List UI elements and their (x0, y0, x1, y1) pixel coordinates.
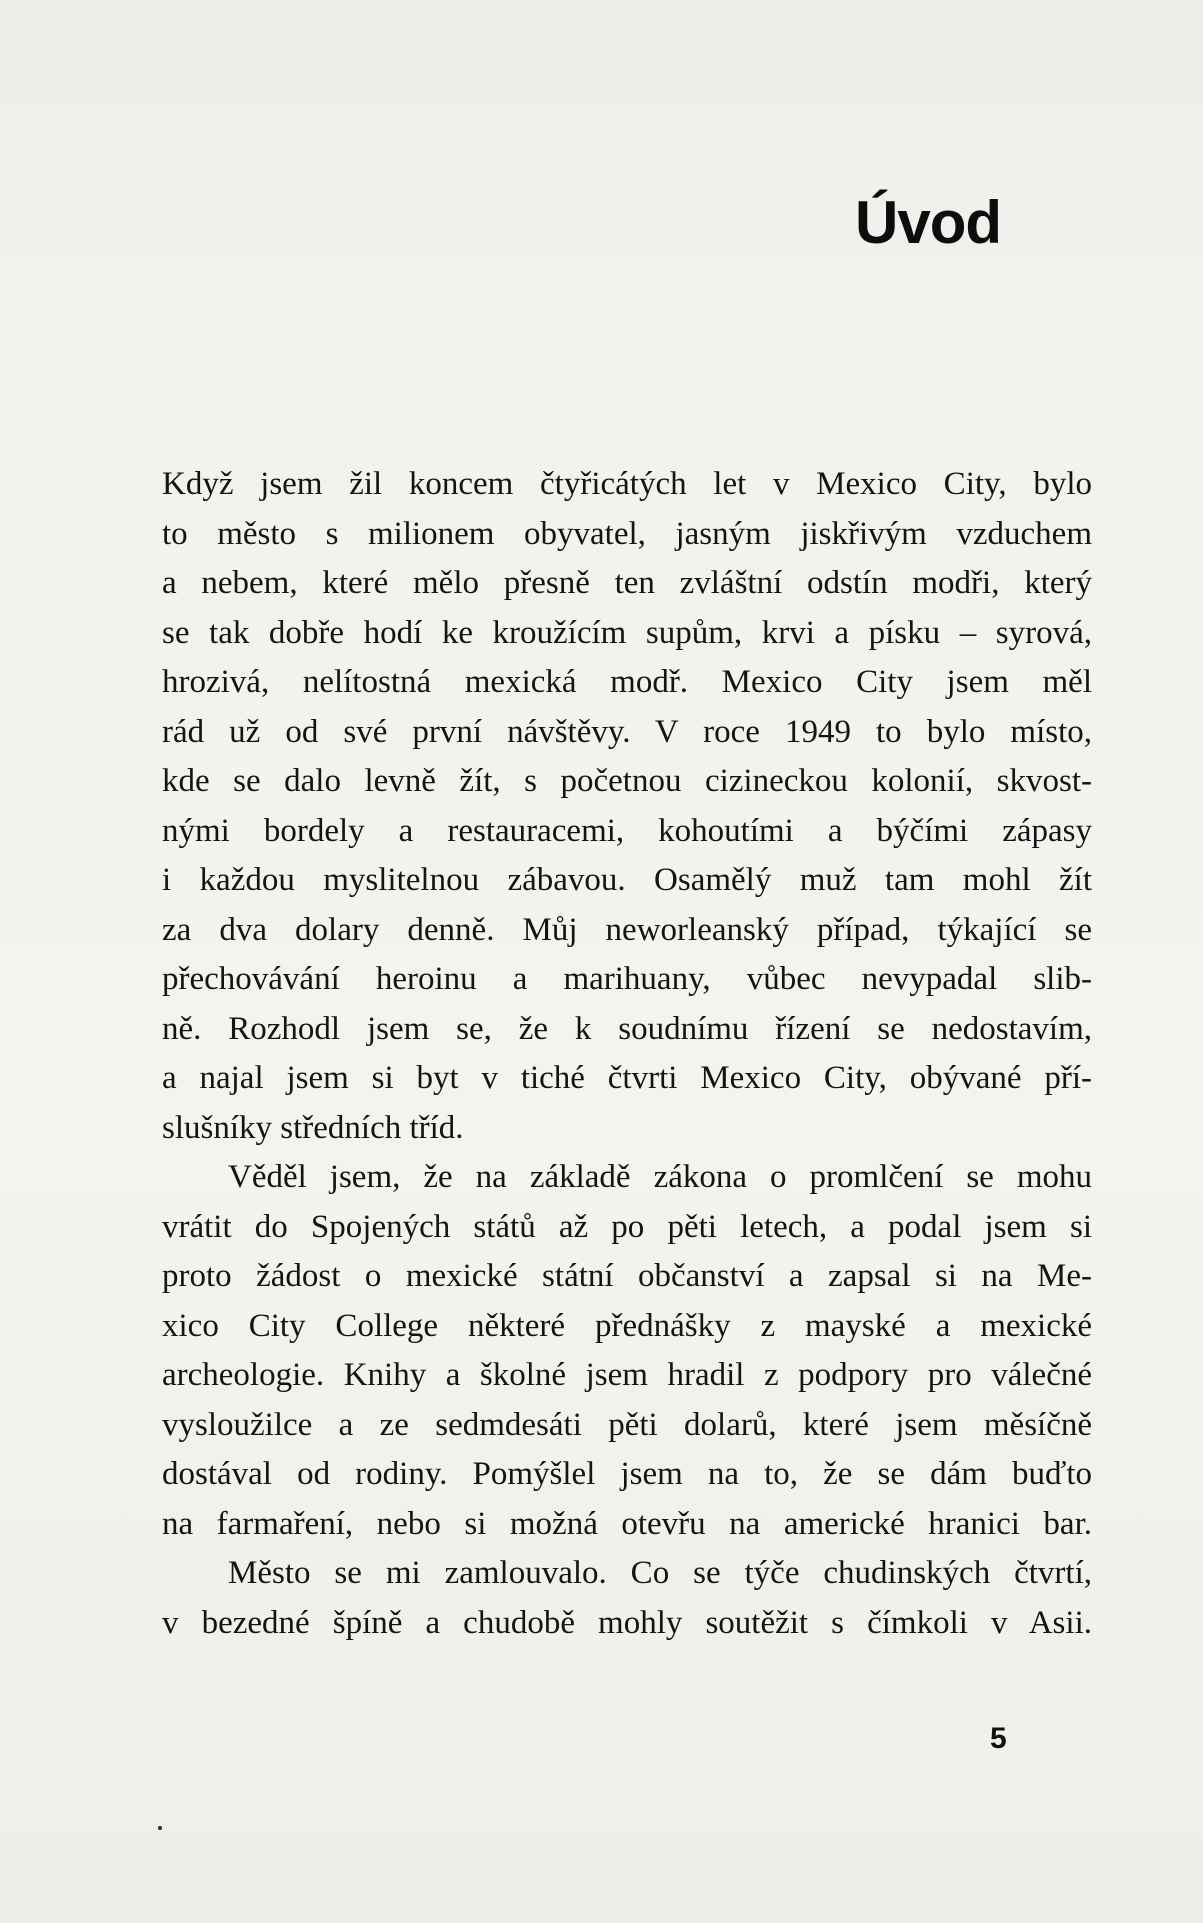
text-line: Věděl jsem, že na základě zákona o promlčení se mohu (228, 1159, 1092, 1195)
text-line: za dva dolary denně. Můj neworleanský případ, týkající se (162, 911, 1092, 948)
text-line: v bezedné špíně a chudobě mohly soutěžit s čímkoli v Asii. (162, 1604, 1092, 1641)
text-line: proto žádost o mexické státní občanství a zapsal si na Me- (162, 1258, 1092, 1294)
chapter-title: Úvod (855, 189, 1001, 256)
text-line: a najal jsem si byt v tiché čtvrti Mexico City, obývané pří- (162, 1060, 1092, 1096)
body-text (162, 460, 1092, 1648)
text-line: ně. Rozhodl jsem se, že k soudnímu řízení se nedostavím, (162, 1010, 1092, 1047)
page-number: 5 (990, 1722, 1007, 1755)
text-line: hrozivá, nelítostná mexická modř. Mexico City jsem měl (162, 664, 1092, 700)
text-line: dostával od rodiny. Pomýšlel jsem na to, že se dám buďto (162, 1456, 1092, 1492)
paper-speck (158, 1826, 162, 1830)
text-line: se tak dobře hodí ke kroužícím supům, krvi a písku – syrová, (162, 614, 1092, 651)
text-line: xico City College některé přednášky z mayské a mexické (162, 1307, 1092, 1344)
text-line: kde se dalo levně žít, s početnou cizineckou kolonií, skvost- (162, 763, 1092, 799)
text-line: přechovávání heroinu a marihuany, vůbec nevypadal slib- (162, 961, 1092, 997)
text-line: vrátit do Spojených států až po pěti letech, a podal jsem si (162, 1208, 1092, 1245)
text-line: slušníky středních tříd. (162, 1109, 464, 1146)
text-line: archeologie. Knihy a školné jsem hradil z podpory pro válečné (162, 1357, 1092, 1393)
text-line: to město s milionem obyvatel, jasným jiskřivým vzduchem (162, 515, 1092, 552)
text-line: rád už od své první návštěvy. V roce 1949 to bylo místo, (162, 713, 1092, 750)
text-line: Když jsem žil koncem čtyřicátých let v Mexico City, bylo (162, 466, 1092, 502)
text-line: a nebem, které mělo přesně ten zvláštní odstín modři, který (162, 565, 1092, 601)
text-line: Město se mi zamlouvalo. Co se týče chudinských čtvrtí, (228, 1555, 1092, 1591)
text-line: i každou myslitelnou zábavou. Osamělý muž tam mohl žít (162, 862, 1092, 898)
text-line: vysloužilce a ze sedmdesáti pěti dolarů, které jsem měsíčně (162, 1406, 1092, 1443)
text-line: na farmaření, nebo si možná otevřu na americké hranici bar. (162, 1505, 1092, 1542)
text-line: nými bordely a restauracemi, kohoutími a býčími zápasy (162, 812, 1092, 849)
